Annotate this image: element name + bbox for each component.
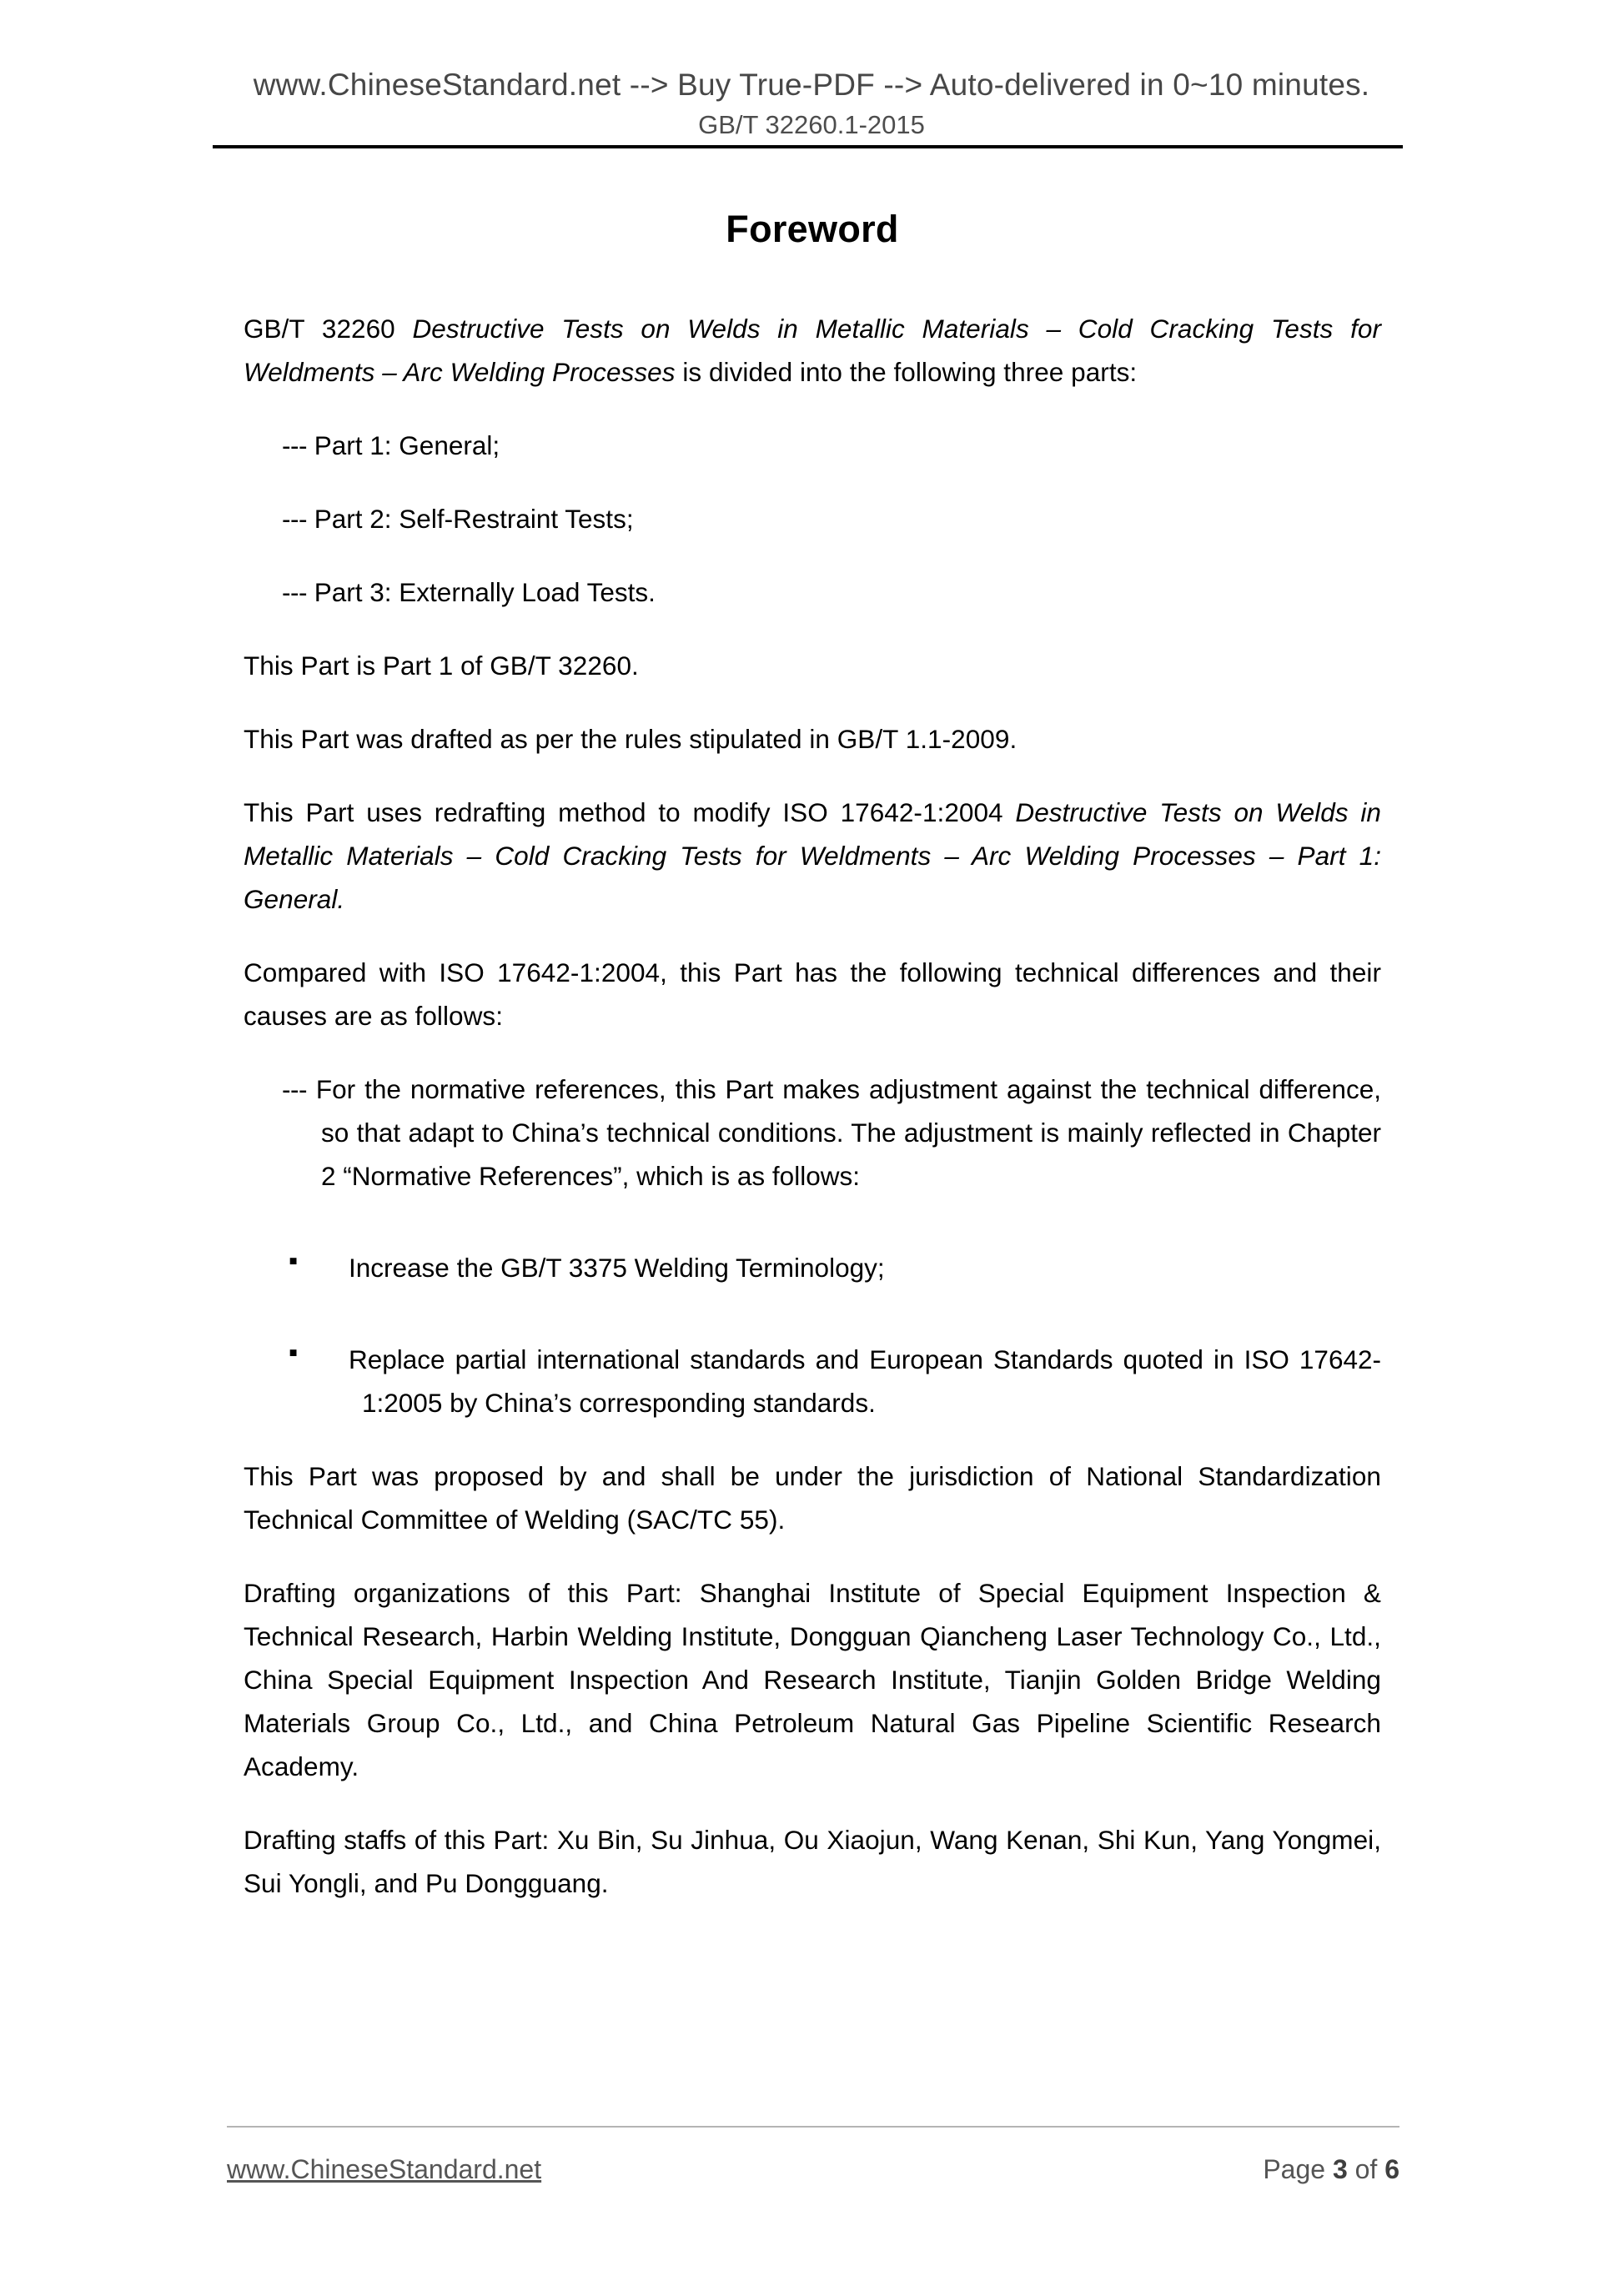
dash-marker: --- <box>282 430 307 460</box>
list-item-label: For the normative references, this Part makes adjustment against the technical difference, so that adapt to China’s technical conditions. The adjustment is mainly reflected in Chapter 2 “Normative References”, which is as follows: <box>315 1074 1381 1191</box>
footer-divider-rule <box>227 2126 1399 2128</box>
list-item-label: Part 3: Externally Load Tests. <box>314 577 656 607</box>
total-page-number: 6 <box>1384 2154 1399 2184</box>
square-bullet-icon: ▪ <box>289 1245 299 1275</box>
paragraph-drafting-organizations: Drafting organizations of this Part: Shanghai Institute of Special Equipment Inspection & Technical Research, Harbin Welding Institute, Dongguan Qiancheng Laser Technology Co., Ltd., China Special Equipment Inspection And Research Institute, Tianjin Golden Bridge Welding Materials Group Co., Ltd., and China Petroleum Natural Gas Pipeline Scientific Research Academy. <box>244 1578 1381 1781</box>
paragraph-drafting-staffs: Drafting staffs of this Part: Xu Bin, Su Jinhua, Ou Xiaojun, Wang Kenan, Shi Kun, Yang Yongmei, Sui Yongli, and Pu Dongguang. <box>244 1825 1381 1898</box>
current-page-number: 3 <box>1332 2154 1348 2184</box>
list-item-label: Replace partial international standards and European Standards quoted in ISO 17642-1:2005 by China’s corresponding standards. <box>349 1344 1381 1418</box>
paragraph-proposed-jurisdiction: This Part was proposed by and shall be under the jurisdiction of National Standardization Technical Committee of Welding (SAC/TC 55). <box>244 1461 1381 1535</box>
intro-paragraph <box>244 307 1381 394</box>
paragraph-part-of: This Part is Part 1 of GB/T 32260. <box>244 651 639 681</box>
list-item-label: Increase the GB/T 3375 Welding Terminology; <box>349 1253 885 1283</box>
standard-number-header: GB/T 32260.1-2015 <box>698 110 925 140</box>
page-title: Foreword <box>726 208 899 250</box>
page-prefix-label: Page <box>1263 2154 1333 2184</box>
page-middle-label: of <box>1347 2154 1385 2184</box>
intro-standard-title: Destructive Tests on Welds in Metallic Materials – Cold Cracking Tests for Weldments – Arc Welding Processes <box>244 314 1381 387</box>
dash-marker: --- <box>282 1074 307 1104</box>
paragraph-compared-with: Compared with ISO 17642-1:2004, this Part has the following technical differences and their causes are as follows: <box>244 957 1381 1031</box>
redrafting-lead: This Part uses redrafting method to modify ISO 17642-1:2004 <box>244 797 1016 827</box>
list-item <box>244 1338 1381 1424</box>
redrafting-standard-title: Destructive Tests on Welds in Metallic Materials – Cold Cracking Tests for Weldments – Arc Welding Processes – Part 1: General. <box>244 797 1381 914</box>
list-item-label: Part 1: General; <box>314 430 500 460</box>
list-item <box>244 1246 1381 1289</box>
intro-lead: GB/T 32260 <box>244 314 413 344</box>
paragraph-redrafting-method <box>244 791 1381 921</box>
list-item <box>244 570 1381 614</box>
square-bullet-icon: ▪ <box>289 1337 299 1367</box>
dash-marker: --- <box>282 577 307 607</box>
intro-tail: is divided into the following three parts: <box>675 357 1138 387</box>
list-item <box>244 424 1381 467</box>
list-item <box>244 1068 1381 1198</box>
list-item-label: Part 2: Self-Restraint Tests; <box>314 504 634 534</box>
page-footer <box>227 2154 1399 2185</box>
document-body <box>244 207 1381 1905</box>
page-header <box>0 65 1623 142</box>
list-item <box>244 497 1381 540</box>
dash-marker: --- <box>282 504 307 534</box>
paragraph-drafted-rules: This Part was drafted as per the rules stipulated in GB/T 1.1-2009. <box>244 724 1018 754</box>
footer-website-link[interactable]: www.ChineseStandard.net <box>227 2154 542 2184</box>
page-number-indicator <box>1263 2154 1399 2185</box>
header-divider-rule <box>213 145 1403 148</box>
promo-banner-text: www.ChineseStandard.net --> Buy True-PDF --> Auto-delivered in 0~10 minutes. <box>253 68 1370 102</box>
